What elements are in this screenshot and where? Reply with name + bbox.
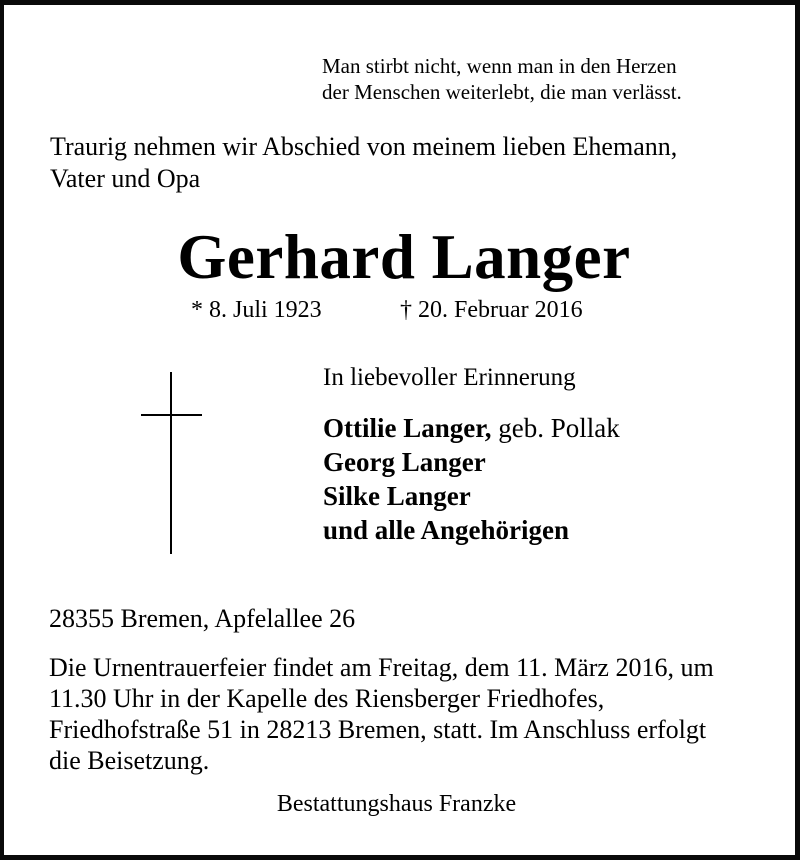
deceased-name: Gerhard Langer — [177, 222, 631, 292]
funeral-home-name: Bestattungshaus Franzke — [276, 791, 517, 817]
cross-icon-vertical-bar — [170, 372, 172, 554]
death-date: † 20. Februar 2016 — [400, 297, 583, 323]
intro-line-1: Traurig nehmen wir Abschied von meinem lieben Ehemann, — [50, 132, 678, 161]
mourner-item — [323, 415, 620, 442]
mourner-name: Georg Langer — [323, 447, 486, 477]
mourner-name: Ottilie Langer, — [323, 413, 492, 443]
mourner-item — [323, 517, 569, 544]
birth-date: * 8. Juli 1923 — [191, 297, 322, 323]
mourner-note: geb. Pollak — [491, 413, 620, 443]
service-line-1: Die Urnentrauerfeier findet am Freitag, dem 11. März 2016, um — [49, 653, 714, 682]
intro-line-2: Vater und Opa — [50, 164, 201, 193]
family-address: 28355 Bremen, Apfelallee 26 — [49, 604, 356, 633]
epigraph-line-2: der Menschen weiterlebt, die man verlässt. — [322, 80, 682, 104]
mourner-item — [323, 483, 471, 510]
service-line-2: 11.30 Uhr in der Kapelle des Riensberger Friedhofes, — [49, 684, 605, 713]
mourner-name: und alle Angehörigen — [323, 515, 570, 545]
service-line-4: die Beisetzung. — [49, 746, 210, 775]
mourner-item — [323, 449, 486, 476]
cross-icon-horizontal-bar — [141, 414, 202, 416]
service-line-3: Friedhofstraße 51 in 28213 Bremen, statt. Im Anschluss erfolgt — [49, 715, 707, 744]
memory-heading: In liebevoller Erinnerung — [323, 364, 576, 391]
epigraph-line-1: Man stirbt nicht, wenn man in den Herzen — [322, 54, 677, 78]
mourner-name: Silke Langer — [323, 481, 471, 511]
